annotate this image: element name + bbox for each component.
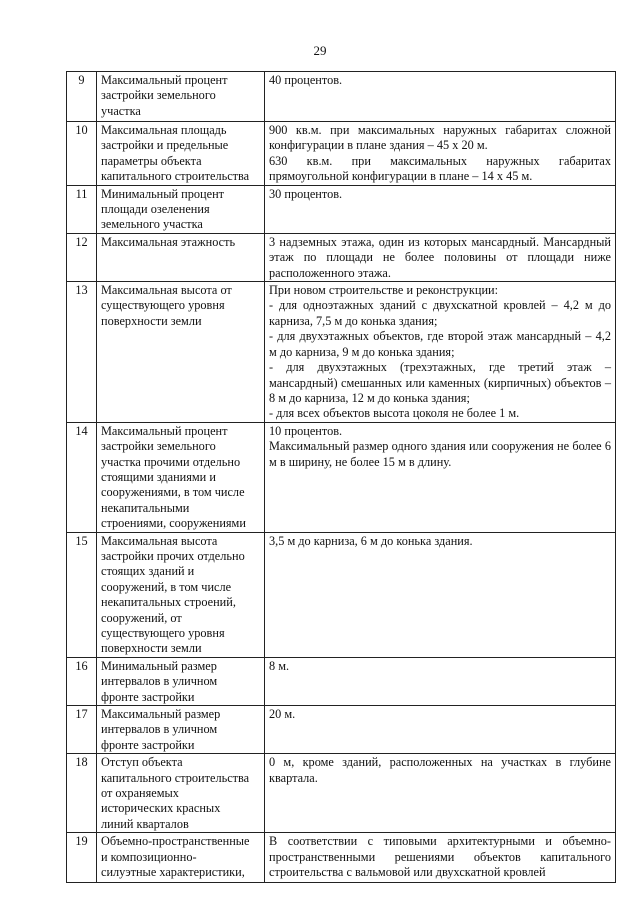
parameter-name-line: Максимальная высота [101,533,218,548]
parameter-name-line: интервалов в уличном [101,722,218,737]
parameter-name-line: Максимальный процент [101,73,228,87]
parameter-name-line: существующего уровня [101,626,225,640]
parameter-name-line: сооружений, в том числе [101,579,232,594]
parameter-name-line: некапитальными [101,500,190,515]
parameter-value-paragraph: 630 кв.м. при максимальных наружных габаритах прямоугольной конфигурации в плане – 14 х 45 м. [269,153,611,184]
parameters-table [66,71,616,883]
parameter-name-line: Объемно-пространственные [101,834,250,849]
parameter-value [265,282,616,423]
parameter-value-paragraph: В соответствии с типовыми архитектурными и объемно-пространственными решениями объектов капитального строительства с вальмовой или двухскатной кровлей [269,834,611,880]
parameter-name-line: от охраняемых [101,786,179,801]
parameter-name-line: интервалов в уличном [101,674,218,689]
parameter-name-line: застройки и предельные [101,138,229,153]
parameter-value-paragraph: 900 кв.м. при максимальных наружных габаритах сложной конфигурации в плане здания – 45 х 20 м. [269,123,611,153]
parameter-value-paragraph: - для всех объектов высота цоколя не более 1 м. [269,406,520,421]
table-row [67,532,616,657]
parameter-name-line: Максимальный размер [101,707,221,722]
parameter-value [265,233,616,281]
parameter-value [265,185,616,233]
parameter-value-paragraph: 20 м. [269,707,296,722]
parameter-name-line: площади озеленения [101,202,210,217]
parameter-value-paragraph: 8 м. [269,658,290,673]
parameter-value-paragraph: - для одноэтажных зданий с двухскатной кровлей – 4,2 м до карниза, 7,5 м до конька здания; [269,298,611,328]
table-row [67,706,616,754]
parameter-name-line: сооружениями, в том числе [101,485,245,500]
parameter-name-line: стоящими зданиями и [101,469,216,484]
parameter-name-line: сооружений, от [101,610,182,625]
parameter-value-paragraph: При новом строительстве и реконструкции: [269,283,499,298]
parameter-value [265,122,616,186]
parameter-value [265,706,616,754]
parameter-name-line: и композиционно- [101,849,197,864]
parameter-name-line: застройки земельного [101,88,216,103]
row-number: 18 [67,754,97,833]
parameter-value [265,833,616,883]
parameter-name [97,532,265,657]
parameter-name-line: поверхности земли [101,313,202,328]
parameter-name-line: капитального строительства [101,169,250,184]
parameter-name [97,72,265,122]
row-number: 9 [67,72,97,122]
row-number: 10 [67,122,97,186]
parameter-name [97,233,265,281]
parameter-name-line: параметры объекта [101,153,202,168]
parameter-name [97,282,265,423]
parameter-value-paragraph: Максимальный размер одного здания или сооружения не более 6 м в ширину, не более 15 м в длину. [269,439,611,469]
parameter-name [97,185,265,233]
parameter-name-line: участка [101,103,141,118]
parameter-name [97,122,265,186]
row-number: 15 [67,532,97,657]
parameter-value [265,532,616,657]
table-row [67,833,616,883]
row-number: 12 [67,233,97,281]
page-number: 29 [313,43,327,58]
table-row [67,282,616,423]
row-number: 16 [67,657,97,705]
parameter-name-line: участка прочими отдельно [101,454,241,469]
parameter-name-line: стоящих зданий и [101,564,195,579]
parameter-value [265,422,616,532]
parameter-name-line: исторических красных [101,801,221,816]
table-row [67,233,616,281]
parameter-value-paragraph: 3,5 м до карниза, 6 м до конька здания. [269,533,473,548]
table-row [67,185,616,233]
table-row [67,754,616,833]
row-number: 11 [67,185,97,233]
parameter-name-line: Максимальная площадь [101,123,227,137]
parameter-name-line: фронте застройки [101,737,195,752]
parameter-name-line: силуэтные характеристики, [101,865,245,880]
parameter-name-line: Максимальный процент [101,423,228,438]
parameter-name [97,833,265,883]
parameter-name-line: Отступ объекта [101,755,183,770]
parameter-name [97,422,265,532]
parameter-name [97,706,265,754]
parameter-name-line: линий кварталов [101,816,189,831]
row-number: 17 [67,706,97,754]
parameter-name-line: некапитальных строений, [101,595,236,610]
parameter-name-line: строениями, сооружениями [101,516,246,531]
parameter-name-line: Минимальный размер [101,658,217,673]
parameter-name-line: Максимальная высота от [101,283,232,298]
row-number: 19 [67,833,97,883]
table-row [67,72,616,122]
parameter-name-line: Максимальная этажность [101,234,236,249]
parameter-name-line: существующего уровня [101,298,225,313]
parameter-value-paragraph: - для двухэтажных (трехэтажных, где третий этаж – мансардный) смешанных или каменных (кирпичных) объектов – 8 м до карниза, 12 м до конька здания; [269,360,611,405]
parameter-name-line: фронте застройки [101,689,195,704]
parameter-value-paragraph: 40 процентов. [269,73,343,87]
parameter-value-paragraph: 10 процентов. [269,423,343,438]
parameter-name-line: земельного участка [101,217,203,232]
parameter-value-paragraph: - для двухэтажных объектов, где второй этаж мансардный – 4,2 м до карниза, 9 м до конька здания; [269,329,611,359]
row-number: 14 [67,422,97,532]
parameter-name-line: капитального строительства [101,770,250,785]
parameter-value-paragraph: 3 надземных этажа, один из которых мансардный. Мансардный этаж по площади не более половины от площади ниже расположенного этажа. [269,234,611,280]
row-number: 13 [67,282,97,423]
parameter-name [97,754,265,833]
parameter-value-paragraph: 30 процентов. [269,186,343,201]
parameter-name [97,657,265,705]
parameter-name-line: Минимальный процент [101,186,225,201]
parameter-value-paragraph: 0 м, кроме зданий, расположенных на участках в глубине квартала. [269,755,611,785]
parameter-name-line: застройки прочих отдельно [101,548,245,563]
parameter-name-line: застройки земельного [101,439,216,454]
parameter-value [265,72,616,122]
table-row [67,657,616,705]
table-row [67,122,616,186]
table-row [67,422,616,532]
parameter-value [265,754,616,833]
parameter-name-line: поверхности земли [101,641,202,656]
parameter-value [265,657,616,705]
